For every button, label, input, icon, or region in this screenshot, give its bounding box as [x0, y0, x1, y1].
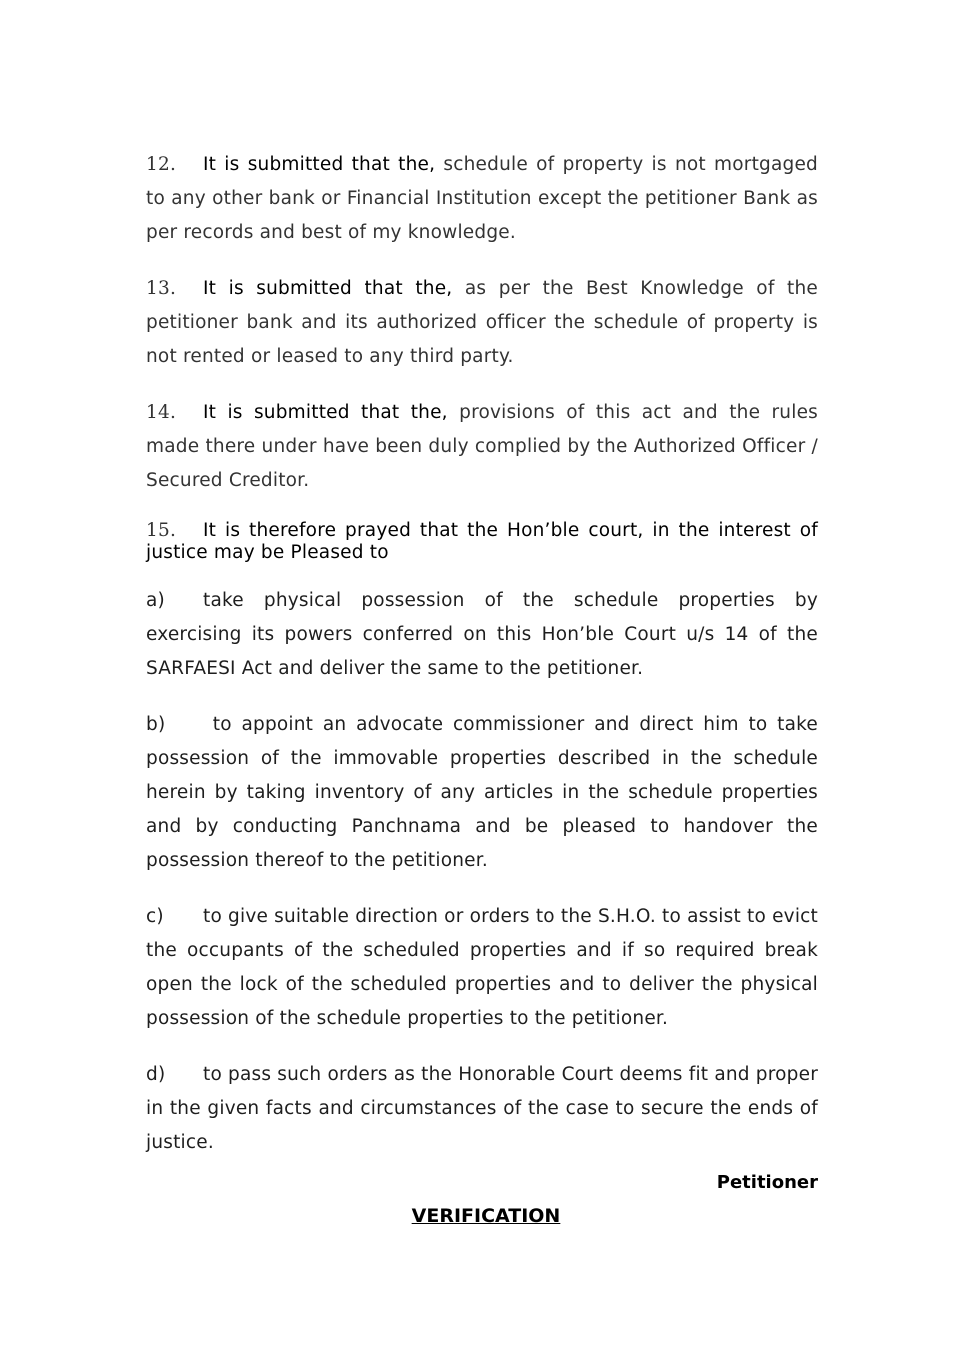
prayer-b — [146, 708, 818, 878]
paragraph-lead: It is submitted that the, — [203, 402, 448, 423]
paragraph-14 — [146, 396, 818, 498]
prayer-label: c) — [146, 906, 164, 927]
prayer-label: d) — [146, 1064, 166, 1085]
prayer-d — [146, 1058, 818, 1160]
paragraph-text: as per the Best Knowledge of the petitioner bank and its authorized officer the schedule of property is not rented or leased to any third party. — [146, 278, 818, 367]
paragraph-lead: It is submitted that the, — [203, 278, 453, 299]
paragraph-lead: It is submitted that the, — [203, 154, 436, 175]
prayer-a — [146, 584, 818, 686]
paragraph-number: 15. — [146, 520, 177, 541]
document-page — [146, 148, 818, 1227]
paragraph-number: 12. — [146, 154, 177, 175]
prayer-label: b) — [146, 714, 166, 735]
paragraph-number: 14. — [146, 402, 177, 423]
prayer-text: to appoint an advocate commissioner and direct him to take possession of the immovable properties described in the schedule herein by taking inventory of any articles in the schedule properties and by conducting Panchnama and be pleased to handover the possession thereof to the petitioner. — [146, 714, 818, 871]
paragraph-12 — [146, 148, 818, 250]
paragraph-number: 13. — [146, 278, 177, 299]
prayer-c — [146, 900, 818, 1036]
paragraph-15 — [146, 520, 818, 564]
prayer-text: to pass such orders as the Honorable Court deems fit and proper in the given facts and circumstances of the case to secure the ends of justice. — [146, 1064, 818, 1153]
prayer-text: take physical possession of the schedule properties by exercising its powers conferred on this Hon’ble Court u/s 14 of the SARFAESI Act and deliver the same to the petitioner. — [146, 590, 818, 679]
prayer-text: to give suitable direction or orders to the S.H.O. to assist to evict the occupants of the scheduled properties and if so required break open the lock of the scheduled properties and to deliver the physical possession of the schedule properties to the petitioner. — [146, 906, 818, 1029]
prayer-label: a) — [146, 590, 165, 611]
verification-heading: VERIFICATION — [411, 1205, 561, 1227]
paragraph-text: schedule of property is not mortgaged to any other bank or Financial Institution except the petitioner Bank as per records and best of my knowledge. — [146, 154, 818, 243]
paragraph-text: provisions of this act and the rules made there under have been duly complied by the Authorized Officer / Secured Creditor. — [146, 402, 818, 491]
paragraph-lead: It is therefore prayed that the Hon’ble court, in the interest of justice may be Pleased to — [146, 520, 818, 563]
paragraph-13 — [146, 272, 818, 374]
petitioner-signature-label: Petitioner — [716, 1172, 818, 1193]
